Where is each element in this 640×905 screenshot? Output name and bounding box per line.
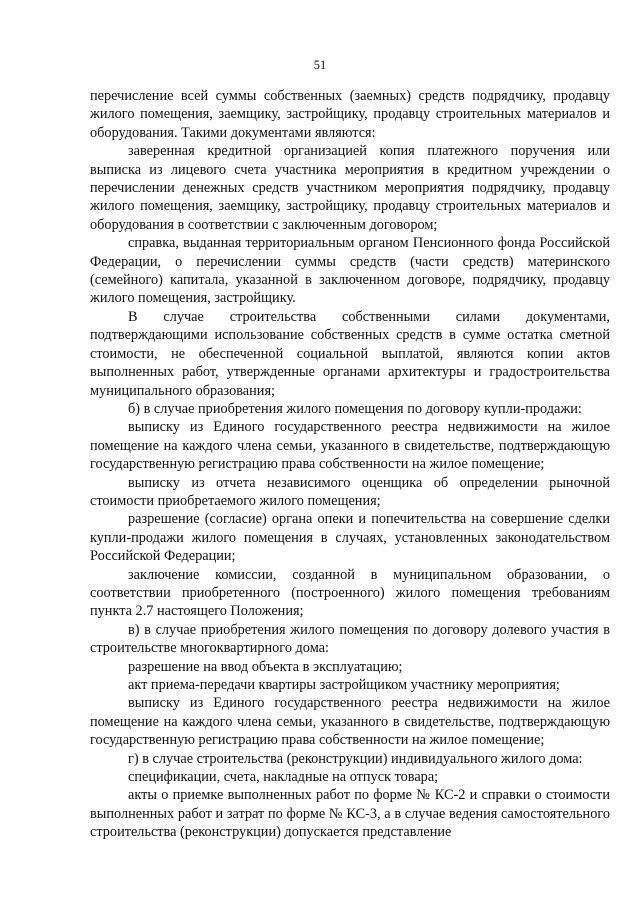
paragraph: разрешение на ввод объекта в эксплуатацию; xyxy=(128,658,403,675)
paragraph: перечисление всей суммы собственных (заемных) средств подрядчику, продавцу жилого помещения, заемщику, застройщику, продавцу строительных материалов и оборудования. Такими документами являются: xyxy=(90,88,610,141)
paragraph: г) в случае строительства (реконструкции) индивидуального жилого дома: xyxy=(128,750,583,767)
page-number: 51 xyxy=(313,58,327,72)
paragraph: акт приема-передачи квартиры застройщиком участнику мероприятия; xyxy=(128,677,560,693)
paragraph: акты о приемке выполненных работ по форме № КС-2 и справки о стоимости выполненных работ и затрат по форме № КС-3, а в случае ведения самостоятельного строительства (реконструкции) допускается представление xyxy=(90,787,610,841)
paragraph: В случае строительства собственными силами документами, подтверждающими использование собственных средств в сумме остатка сметной стоимости, не обеспеченной социальной выплатой, являются копии актов выполненных работ, утвержденные органами архитектуры и градостроительства муниципального образования; xyxy=(90,308,610,399)
paragraph: заверенная кредитной организацией копия платежного поручения или выписка из лицевого счета участника мероприятия в кредитном учреждении о перечислении денежных средств участником мероприятия подрядчику, продавцу жилого помещения, заемщику, застройщику, продавцу строительных материалов и оборудования в соответствии с заключенным договором; xyxy=(90,143,610,233)
paragraph: выписку из отчета независимого оценщика об определении рыночной стоимости приобретаемого жилого помещения; xyxy=(90,474,610,509)
paragraph: разрешение (согласие) органа опеки и попечительства на совершение сделки купли-продажи жилого помещения в случаях, установленных законодательством Российской Федерации; xyxy=(90,511,610,565)
paragraph: выписку из Единого государственного реестра недвижимости на жилое помещение на каждого члена семьи, указанного в свидетельстве, подтверждающую государственную регистрацию права собственности на жилое помещение; xyxy=(90,419,610,473)
paragraph: спецификации, счета, накладные на отпуск товара; xyxy=(128,769,439,786)
paragraph: справка, выданная территориальным органом Пенсионного фонда Российской Федерации, о перечислении суммы средств (части средств) материнского (семейного) капитала, указанной в заключенном договоре, подрядчику, продавцу жилого помещения, застройщику. xyxy=(90,235,610,307)
paragraph: выписку из Единого государственного реестра недвижимости на жилое помещение на каждого члена семьи, указанного в свидетельстве, подтверждающую государственную регистрацию права собственности на жилое помещение; xyxy=(90,695,610,749)
document-body xyxy=(90,87,610,842)
paragraph: б) в случае приобретения жилого помещения по договору купли-продажи: xyxy=(128,400,582,417)
paragraph: заключение комиссии, созданной в муниципальном образовании, о соответствии приобретенного (построенного) жилого помещения требованиям пункта 2.7 настоящего Положения; xyxy=(90,566,610,620)
paragraph: в) в случае приобретения жилого помещения по договору долевого участия в строительстве многоквартирного дома: xyxy=(90,621,610,657)
